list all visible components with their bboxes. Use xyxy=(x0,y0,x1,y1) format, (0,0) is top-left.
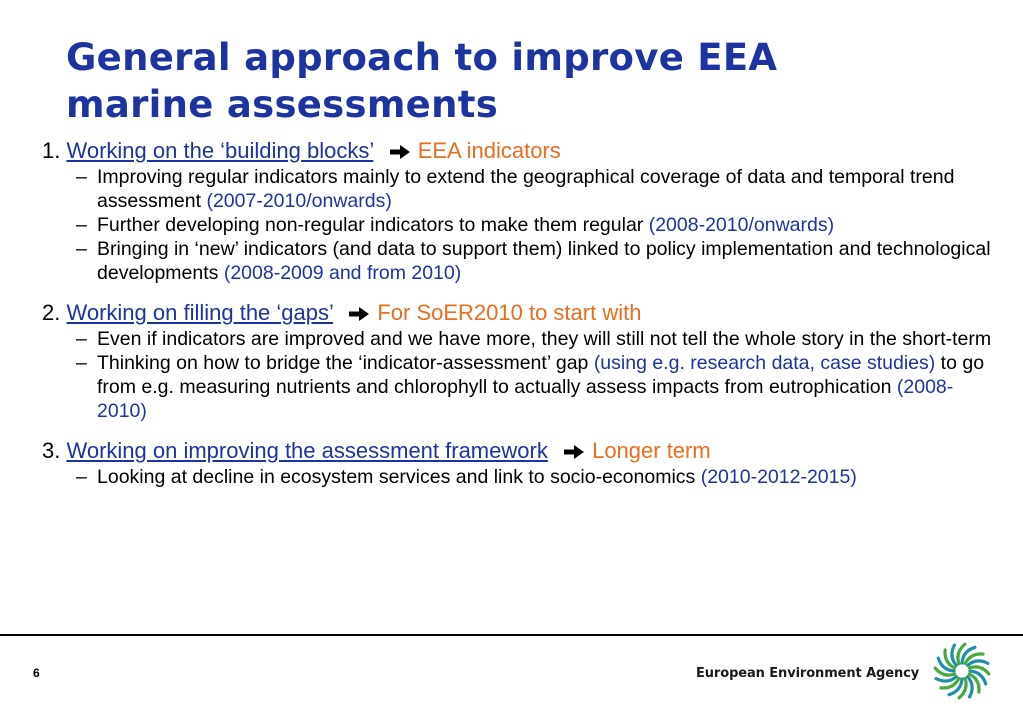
subpoint-text: Bringing in ‘new’ indicators (and data to support them) linked to policy implementation and technological developments xyxy=(97,238,991,284)
subpoint-text: Thinking on how to bridge the ‘indicator-assessment’ gap xyxy=(97,352,594,374)
point-number: 3. xyxy=(42,438,61,463)
arrow-right-icon xyxy=(349,298,369,327)
logo-petal xyxy=(968,677,972,697)
title-line-1: General approach to improve EEA xyxy=(66,36,778,79)
subpoint-date: (2008-2010/onwards) xyxy=(648,214,835,236)
subpoint-date: (2008-2010) xyxy=(97,376,954,422)
logo-center xyxy=(956,665,968,677)
point-1-link[interactable]: Working on the ‘building blocks’ xyxy=(66,138,374,163)
point-2-target: For SoER2010 to start with xyxy=(377,300,642,325)
page-number: 6 xyxy=(33,666,40,680)
subpoint xyxy=(42,165,992,213)
point-number: 1. xyxy=(42,138,61,163)
dash-bullet: – xyxy=(76,352,87,374)
subpoint-date: (2010-2012-2015) xyxy=(700,466,857,488)
point-1 xyxy=(42,136,992,165)
subpoint-text: Improving regular indicators mainly to extend the geographical coverage of data and temporal trend assessment xyxy=(97,166,955,212)
subpoint-date: (2008-2009 and from 2010) xyxy=(223,262,462,284)
point-1-target: EEA indicators xyxy=(417,138,561,163)
eea-logo-icon xyxy=(932,641,992,706)
point-2 xyxy=(42,298,992,327)
subpoint-text: to go from e.g. measuring nutrients and chlorophyll to actually assess impacts from eutrophication xyxy=(97,352,985,398)
subpoint-date: (2007-2010/onwards) xyxy=(206,190,392,212)
dash-bullet: – xyxy=(76,328,87,350)
subpoint-text: Looking at decline in ecosystem services and link to socio-economics xyxy=(97,466,701,488)
point-3 xyxy=(42,436,992,465)
arrow-right-icon xyxy=(564,436,584,465)
subpoint-text: Further developing non-regular indicators to make them regular xyxy=(97,214,649,236)
logo-petal xyxy=(936,677,956,681)
subpoint-text: Even if indicators are improved and we have more, they will still not tell the whole story in the short-term xyxy=(97,328,992,350)
title-line-2: marine assessments xyxy=(66,83,499,126)
subpoint xyxy=(42,213,992,237)
point-number: 2. xyxy=(42,300,61,325)
point-2-link[interactable]: Working on filling the ‘gaps’ xyxy=(66,300,334,325)
dash-bullet: – xyxy=(76,238,87,260)
logo-petal xyxy=(968,661,988,665)
subpoint xyxy=(42,465,992,489)
agency-name: European Environment Agency xyxy=(696,666,920,681)
slide-body xyxy=(42,136,992,489)
dash-bullet: – xyxy=(76,166,87,188)
footer-divider xyxy=(0,634,1023,636)
slide-title xyxy=(66,34,966,128)
subpoint xyxy=(42,237,992,285)
subpoint-note: (using e.g. research data, case studies) xyxy=(593,352,936,374)
logo-petal xyxy=(952,645,956,665)
subpoint xyxy=(42,327,992,351)
dash-bullet: – xyxy=(76,466,87,488)
point-3-link[interactable]: Working on improving the assessment framework xyxy=(66,438,548,463)
dash-bullet: – xyxy=(76,214,87,236)
point-3-target: Longer term xyxy=(592,438,711,463)
subpoint xyxy=(42,351,992,423)
arrow-right-icon xyxy=(390,136,410,165)
